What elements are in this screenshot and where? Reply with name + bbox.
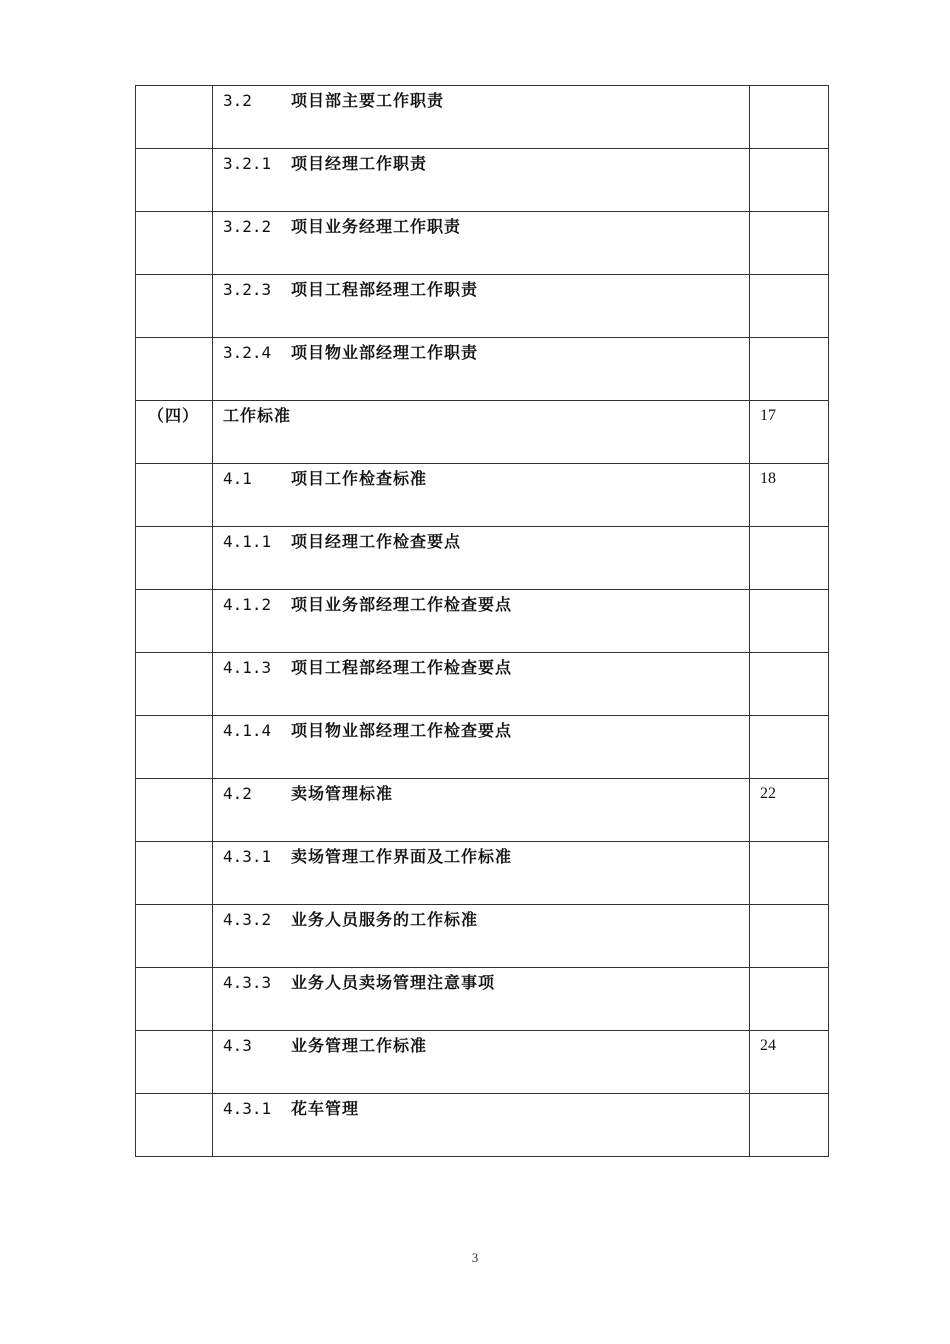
toc-page-number [750, 212, 828, 218]
toc-title-cell [213, 212, 750, 275]
toc-title-cell [213, 905, 750, 968]
toc-chapter-label: （四） [148, 406, 200, 425]
toc-page-cell [750, 842, 829, 905]
toc-section-number: 4.1.2 [223, 595, 272, 614]
toc-chapter-label [136, 968, 212, 974]
toc-page-number [750, 275, 828, 281]
toc-section-number: 4.3.3 [223, 973, 272, 992]
toc-chapter-cell [136, 842, 213, 905]
toc-chapter-label [136, 842, 212, 848]
toc-chapter-label [136, 716, 212, 722]
toc-chapter-label [136, 1094, 212, 1100]
toc-section-number: 4.1.4 [223, 721, 272, 740]
table-row [136, 275, 829, 338]
toc-title-cell [213, 1094, 750, 1157]
table-row [136, 149, 829, 212]
toc-chapter-cell [136, 86, 213, 149]
toc-chapter-cell [136, 590, 213, 653]
toc-chapter-label [136, 149, 212, 155]
toc-chapter-label [136, 212, 212, 218]
toc-page-cell [750, 275, 829, 338]
toc-section-number: 4.2 [223, 784, 252, 803]
table-row [136, 527, 829, 590]
toc-section-title: 项目经理工作职责 [291, 154, 428, 173]
toc-page-cell [750, 905, 829, 968]
toc-section-number: 3.2.3 [223, 280, 272, 299]
toc-page-cell [750, 212, 829, 275]
toc-chapter-label [136, 464, 212, 470]
toc-chapter-label [136, 1031, 212, 1037]
toc-section-number: 4.1 [223, 469, 252, 488]
toc-section-title: 业务人员卖场管理注意事项 [291, 973, 496, 992]
toc-page-cell [750, 401, 829, 464]
toc-page-cell [750, 149, 829, 212]
toc-chapter-cell [136, 1094, 213, 1157]
toc-title-cell [213, 590, 750, 653]
toc-chapter-label [136, 275, 212, 281]
toc-section-number: 4.1.1 [223, 532, 272, 551]
toc-page-number [750, 842, 828, 848]
toc-section-number: 4.3.2 [223, 910, 272, 929]
toc-page-number [750, 968, 828, 974]
toc-section-number: 3.2.2 [223, 217, 272, 236]
toc-section-title: 工作标准 [223, 406, 292, 425]
page-number: 3 [471, 1250, 479, 1265]
toc-title-cell [213, 86, 750, 149]
toc-section-title: 项目工程部经理工作检查要点 [291, 658, 513, 677]
toc-page-cell [750, 86, 829, 149]
table-row [136, 338, 829, 401]
toc-title-cell [213, 842, 750, 905]
toc-page-number [750, 590, 828, 596]
toc-chapter-label [136, 86, 212, 92]
toc-page-cell [750, 1094, 829, 1157]
table-of-contents [135, 85, 829, 1157]
toc-title-cell [213, 464, 750, 527]
toc-section-number: 4.3.1 [223, 1099, 272, 1118]
toc-section-number: 4.1.3 [223, 658, 272, 677]
toc-chapter-cell [136, 275, 213, 338]
toc-chapter-cell [136, 527, 213, 590]
table-row [136, 86, 829, 149]
toc-page-cell [750, 1031, 829, 1094]
toc-chapter-label [136, 905, 212, 911]
toc-chapter-label [136, 779, 212, 785]
table-row [136, 653, 829, 716]
toc-page-cell [750, 716, 829, 779]
toc-section-title: 项目部主要工作职责 [291, 91, 445, 110]
toc-page-number [750, 905, 828, 911]
toc-page-number [750, 86, 828, 92]
toc-title-cell [213, 338, 750, 401]
toc-chapter-cell [136, 905, 213, 968]
table-row [136, 1031, 829, 1094]
toc-title-cell [213, 716, 750, 779]
toc-chapter-cell [136, 464, 213, 527]
toc-page-number [750, 338, 828, 344]
toc-section-number: 3.2.1 [223, 154, 272, 173]
toc-chapter-label [136, 527, 212, 533]
table-row [136, 968, 829, 1031]
toc-section-title: 卖场管理工作界面及工作标准 [291, 847, 513, 866]
table-row [136, 401, 829, 464]
toc-section-title: 项目工程部经理工作职责 [291, 280, 479, 299]
toc-section-title: 项目工作检查标准 [291, 469, 428, 488]
toc-page-number [750, 653, 828, 659]
toc-chapter-cell [136, 338, 213, 401]
toc-title-cell [213, 527, 750, 590]
table-row [136, 212, 829, 275]
toc-section-number: 3.2 [223, 91, 252, 110]
toc-page-cell [750, 527, 829, 590]
toc-title-cell [213, 275, 750, 338]
toc-page-number [750, 527, 828, 533]
toc-page-number: 22 [760, 785, 776, 802]
toc-chapter-cell [136, 653, 213, 716]
table-row [136, 842, 829, 905]
toc-section-title: 项目物业部经理工作职责 [291, 343, 479, 362]
toc-chapter-label [136, 653, 212, 659]
toc-page-number [750, 716, 828, 722]
toc-section-title: 项目物业部经理工作检查要点 [291, 721, 513, 740]
toc-page-number [750, 1094, 828, 1100]
toc-chapter-label [136, 338, 212, 344]
toc-page-number: 17 [760, 407, 776, 424]
toc-section-title: 卖场管理标准 [291, 784, 394, 803]
toc-page-cell [750, 779, 829, 842]
toc-section-number: 4.3.1 [223, 847, 272, 866]
toc-section-title: 项目经理工作检查要点 [291, 532, 462, 551]
toc-section-title: 花车管理 [291, 1099, 360, 1118]
toc-section-title: 项目业务经理工作职责 [291, 217, 462, 236]
toc-chapter-cell [136, 401, 213, 464]
toc-section-title: 业务管理工作标准 [291, 1036, 428, 1055]
toc-page-number: 18 [760, 470, 776, 487]
toc-page-cell [750, 968, 829, 1031]
toc-chapter-cell [136, 1031, 213, 1094]
toc-chapter-label [136, 590, 212, 596]
toc-chapter-cell [136, 149, 213, 212]
toc-title-cell [213, 968, 750, 1031]
table-row [136, 590, 829, 653]
table-row [136, 716, 829, 779]
toc-title-cell [213, 1031, 750, 1094]
toc-body [136, 86, 829, 1157]
toc-section-title: 业务人员服务的工作标准 [291, 910, 479, 929]
toc-section-title: 项目业务部经理工作检查要点 [291, 595, 513, 614]
toc-page-number: 24 [760, 1037, 776, 1054]
toc-page-cell [750, 653, 829, 716]
toc-title-cell [213, 401, 750, 464]
toc-chapter-cell [136, 968, 213, 1031]
toc-title-cell [213, 779, 750, 842]
toc-page-cell [750, 338, 829, 401]
toc-page-cell [750, 590, 829, 653]
toc-chapter-cell [136, 212, 213, 275]
toc-page-cell [750, 464, 829, 527]
table-row [136, 779, 829, 842]
table-row [136, 905, 829, 968]
toc-title-cell [213, 653, 750, 716]
table-row [136, 1094, 829, 1157]
toc-section-number: 3.2.4 [223, 343, 272, 362]
toc-section-number: 4.3 [223, 1036, 252, 1055]
table-row [136, 464, 829, 527]
toc-title-cell [213, 149, 750, 212]
toc-chapter-cell [136, 779, 213, 842]
toc-chapter-cell [136, 716, 213, 779]
toc-page-number [750, 149, 828, 155]
